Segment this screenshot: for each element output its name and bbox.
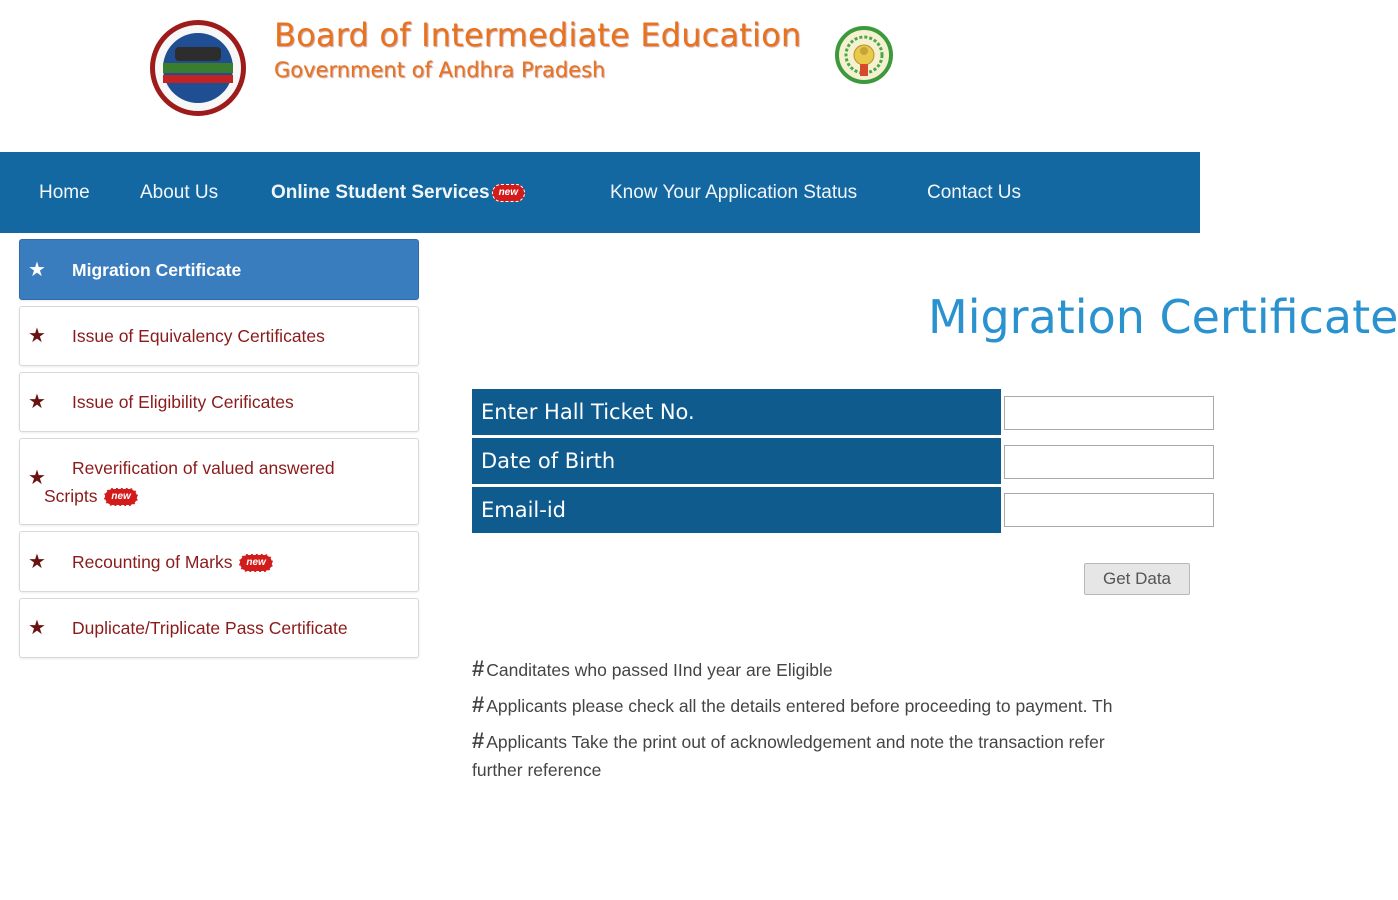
- note-text: Applicants please check all the details entered before proceeding to payment. Th: [486, 696, 1113, 716]
- sidebar-item-label: Issue of Eligibility Cerificates: [72, 392, 294, 412]
- sidebar-item-label: Duplicate/Triplicate Pass Certificate: [72, 618, 348, 638]
- hash-icon: #: [472, 656, 485, 681]
- site-title: Board of Intermediate Education: [274, 16, 802, 54]
- star-icon: ★: [28, 467, 46, 489]
- sidebar-item-reverification[interactable]: [19, 438, 419, 525]
- star-icon: ★: [28, 391, 46, 413]
- hash-icon: #: [472, 692, 485, 717]
- star-icon: ★: [28, 617, 46, 639]
- note-text: Applicants Take the print out of acknowledgement and note the transaction refer: [486, 732, 1105, 752]
- sidebar-item-label-line2: [44, 486, 138, 507]
- hall-ticket-input[interactable]: [1004, 396, 1214, 430]
- sidebar-item-label: Issue of Equivalency Certificates: [72, 326, 325, 346]
- new-badge: new: [239, 554, 272, 572]
- nav-home[interactable]: [39, 182, 90, 204]
- sidebar-item-label-text: Recounting of Marks: [72, 552, 233, 572]
- dob-label: Date of Birth: [472, 438, 1001, 484]
- star-icon: ★: [28, 325, 46, 347]
- nav-contact-us[interactable]: [927, 182, 1021, 204]
- site-subtitle: Government of Andhra Pradesh: [274, 58, 606, 82]
- site-header: [0, 0, 1200, 152]
- get-data-button[interactable]: Get Data: [1084, 563, 1190, 595]
- nav-online-student-services[interactable]: [271, 182, 525, 204]
- email-label: Email-id: [472, 487, 1001, 533]
- note-print-acknowledgement: [472, 728, 1105, 754]
- email-input[interactable]: [1004, 493, 1214, 527]
- new-badge: new: [104, 488, 137, 506]
- sidebar-item-migration-certificate[interactable]: [19, 239, 419, 300]
- nav-contact-label: Contact Us: [927, 182, 1021, 203]
- nav-home-label: Home: [39, 182, 90, 203]
- nav-application-status[interactable]: [610, 182, 857, 204]
- star-icon: ★: [28, 551, 46, 573]
- sidebar-item-label: [72, 552, 273, 573]
- sidebar-item-label: Reverification of valued answered: [72, 458, 335, 478]
- dob-input[interactable]: [1004, 445, 1214, 479]
- sidebar-item-eligibility-certificates[interactable]: [19, 372, 419, 432]
- sidebar-item-equivalency-certificates[interactable]: [19, 306, 419, 366]
- nav-online-label: Online Student Services: [271, 182, 490, 203]
- sidebar-item-duplicate-pass-certificate[interactable]: [19, 598, 419, 658]
- note-further-reference: further reference: [472, 760, 602, 780]
- new-badge: new: [492, 184, 525, 202]
- sidebar-item-label: Migration Certificate: [72, 260, 242, 280]
- nav-about-us[interactable]: [140, 182, 218, 204]
- star-icon: ★: [28, 259, 46, 281]
- note-eligibility: [472, 656, 833, 682]
- ap-state-emblem-icon: [834, 24, 894, 86]
- note-check-details: [472, 692, 1112, 718]
- hall-ticket-label: Enter Hall Ticket No.: [472, 389, 1001, 435]
- main-navbar: [0, 152, 1200, 233]
- nav-about-label: About Us: [140, 182, 219, 203]
- page-title: Migration Certificate: [928, 290, 1398, 344]
- board-seal-icon[interactable]: [150, 20, 246, 116]
- note-text: Canditates who passed IInd year are Eligible: [486, 660, 833, 680]
- sidebar-item-recounting-marks[interactable]: [19, 531, 419, 592]
- nav-status-label: Know Your Application Status: [610, 182, 858, 203]
- hash-icon: #: [472, 728, 485, 753]
- sidebar-item-label-text: Scripts: [44, 486, 98, 506]
